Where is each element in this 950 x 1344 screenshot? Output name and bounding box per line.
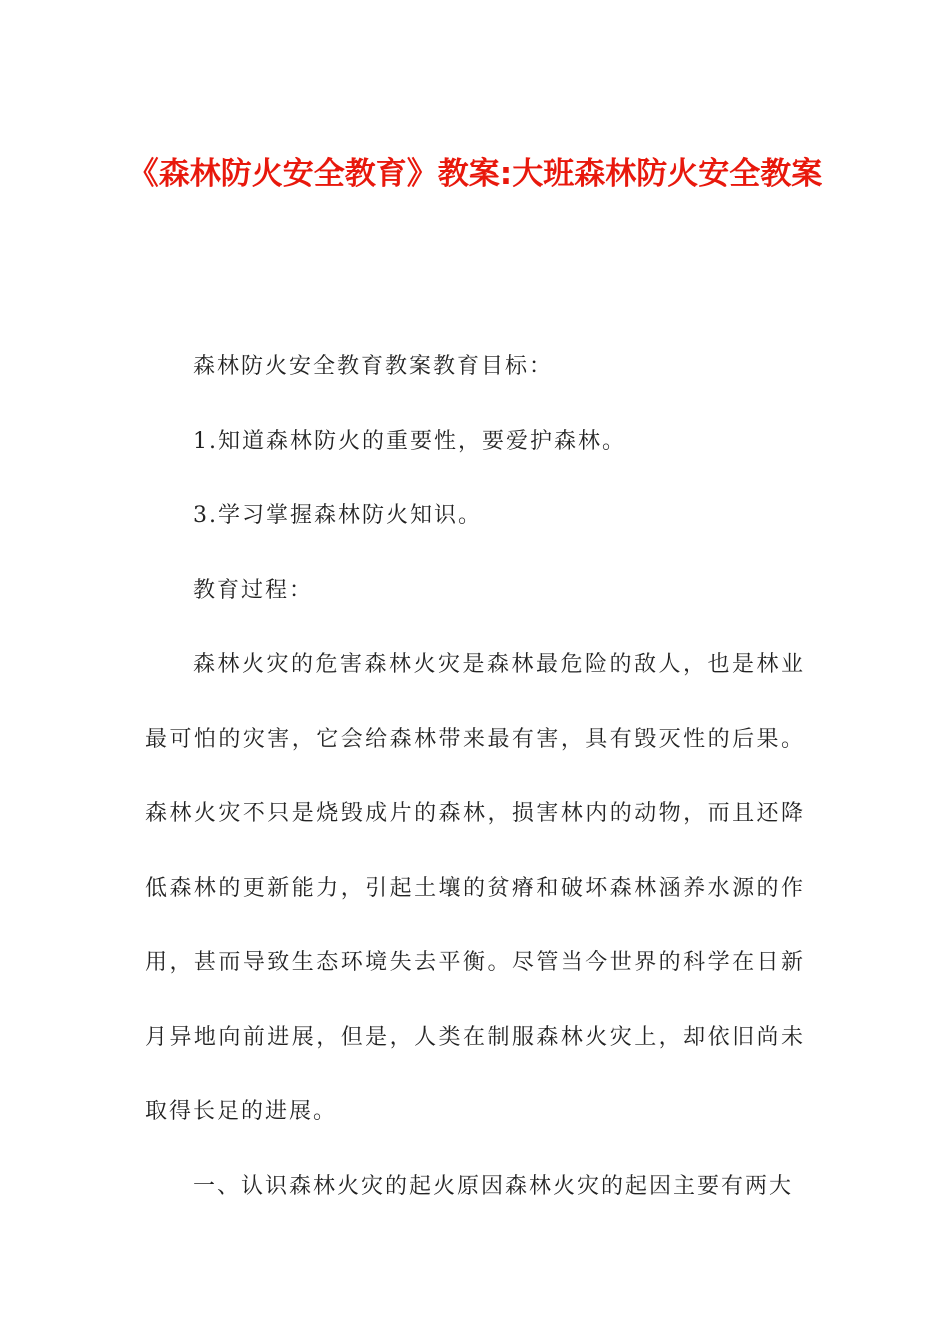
- paragraph-objectives-heading: 森林防火安全教育教案教育目标：: [193, 354, 554, 379]
- paragraph-objective-1: 1.知道森林防火的重要性，要爱护森林。: [193, 428, 626, 454]
- paragraph-process-heading: 教育过程：: [193, 577, 314, 603]
- paragraph-fire-causes: 一、认识森林火灾的起火原因森林火灾的起因主要有两大: [193, 1173, 794, 1199]
- document-body: [145, 330, 805, 1224]
- paragraph-objective-3: 3.学习掌握森林防火知识。: [193, 503, 482, 528]
- document-title: 《森林防火安全教育》教案:大班森林防火安全教案: [127, 156, 823, 192]
- paragraph-fire-hazards: 森林火灾的危害森林火灾是森林最危险的敌人，也是林业最可怕的灾害，它会给森林带来最有害，具有毁灭性的后果。森林火灾不只是烧毁成片的森林，损害林内的动物，而且还降低森林的更新能力，引起土壤的贫瘠和破坏森林涵养水源的作用，甚而导致生态环境失去平衡。尽管当今世界的科学在日新月异地向前进展，但是，人类在制服森林火灾上，却依旧尚未取得长足的进展。: [145, 652, 805, 1124]
